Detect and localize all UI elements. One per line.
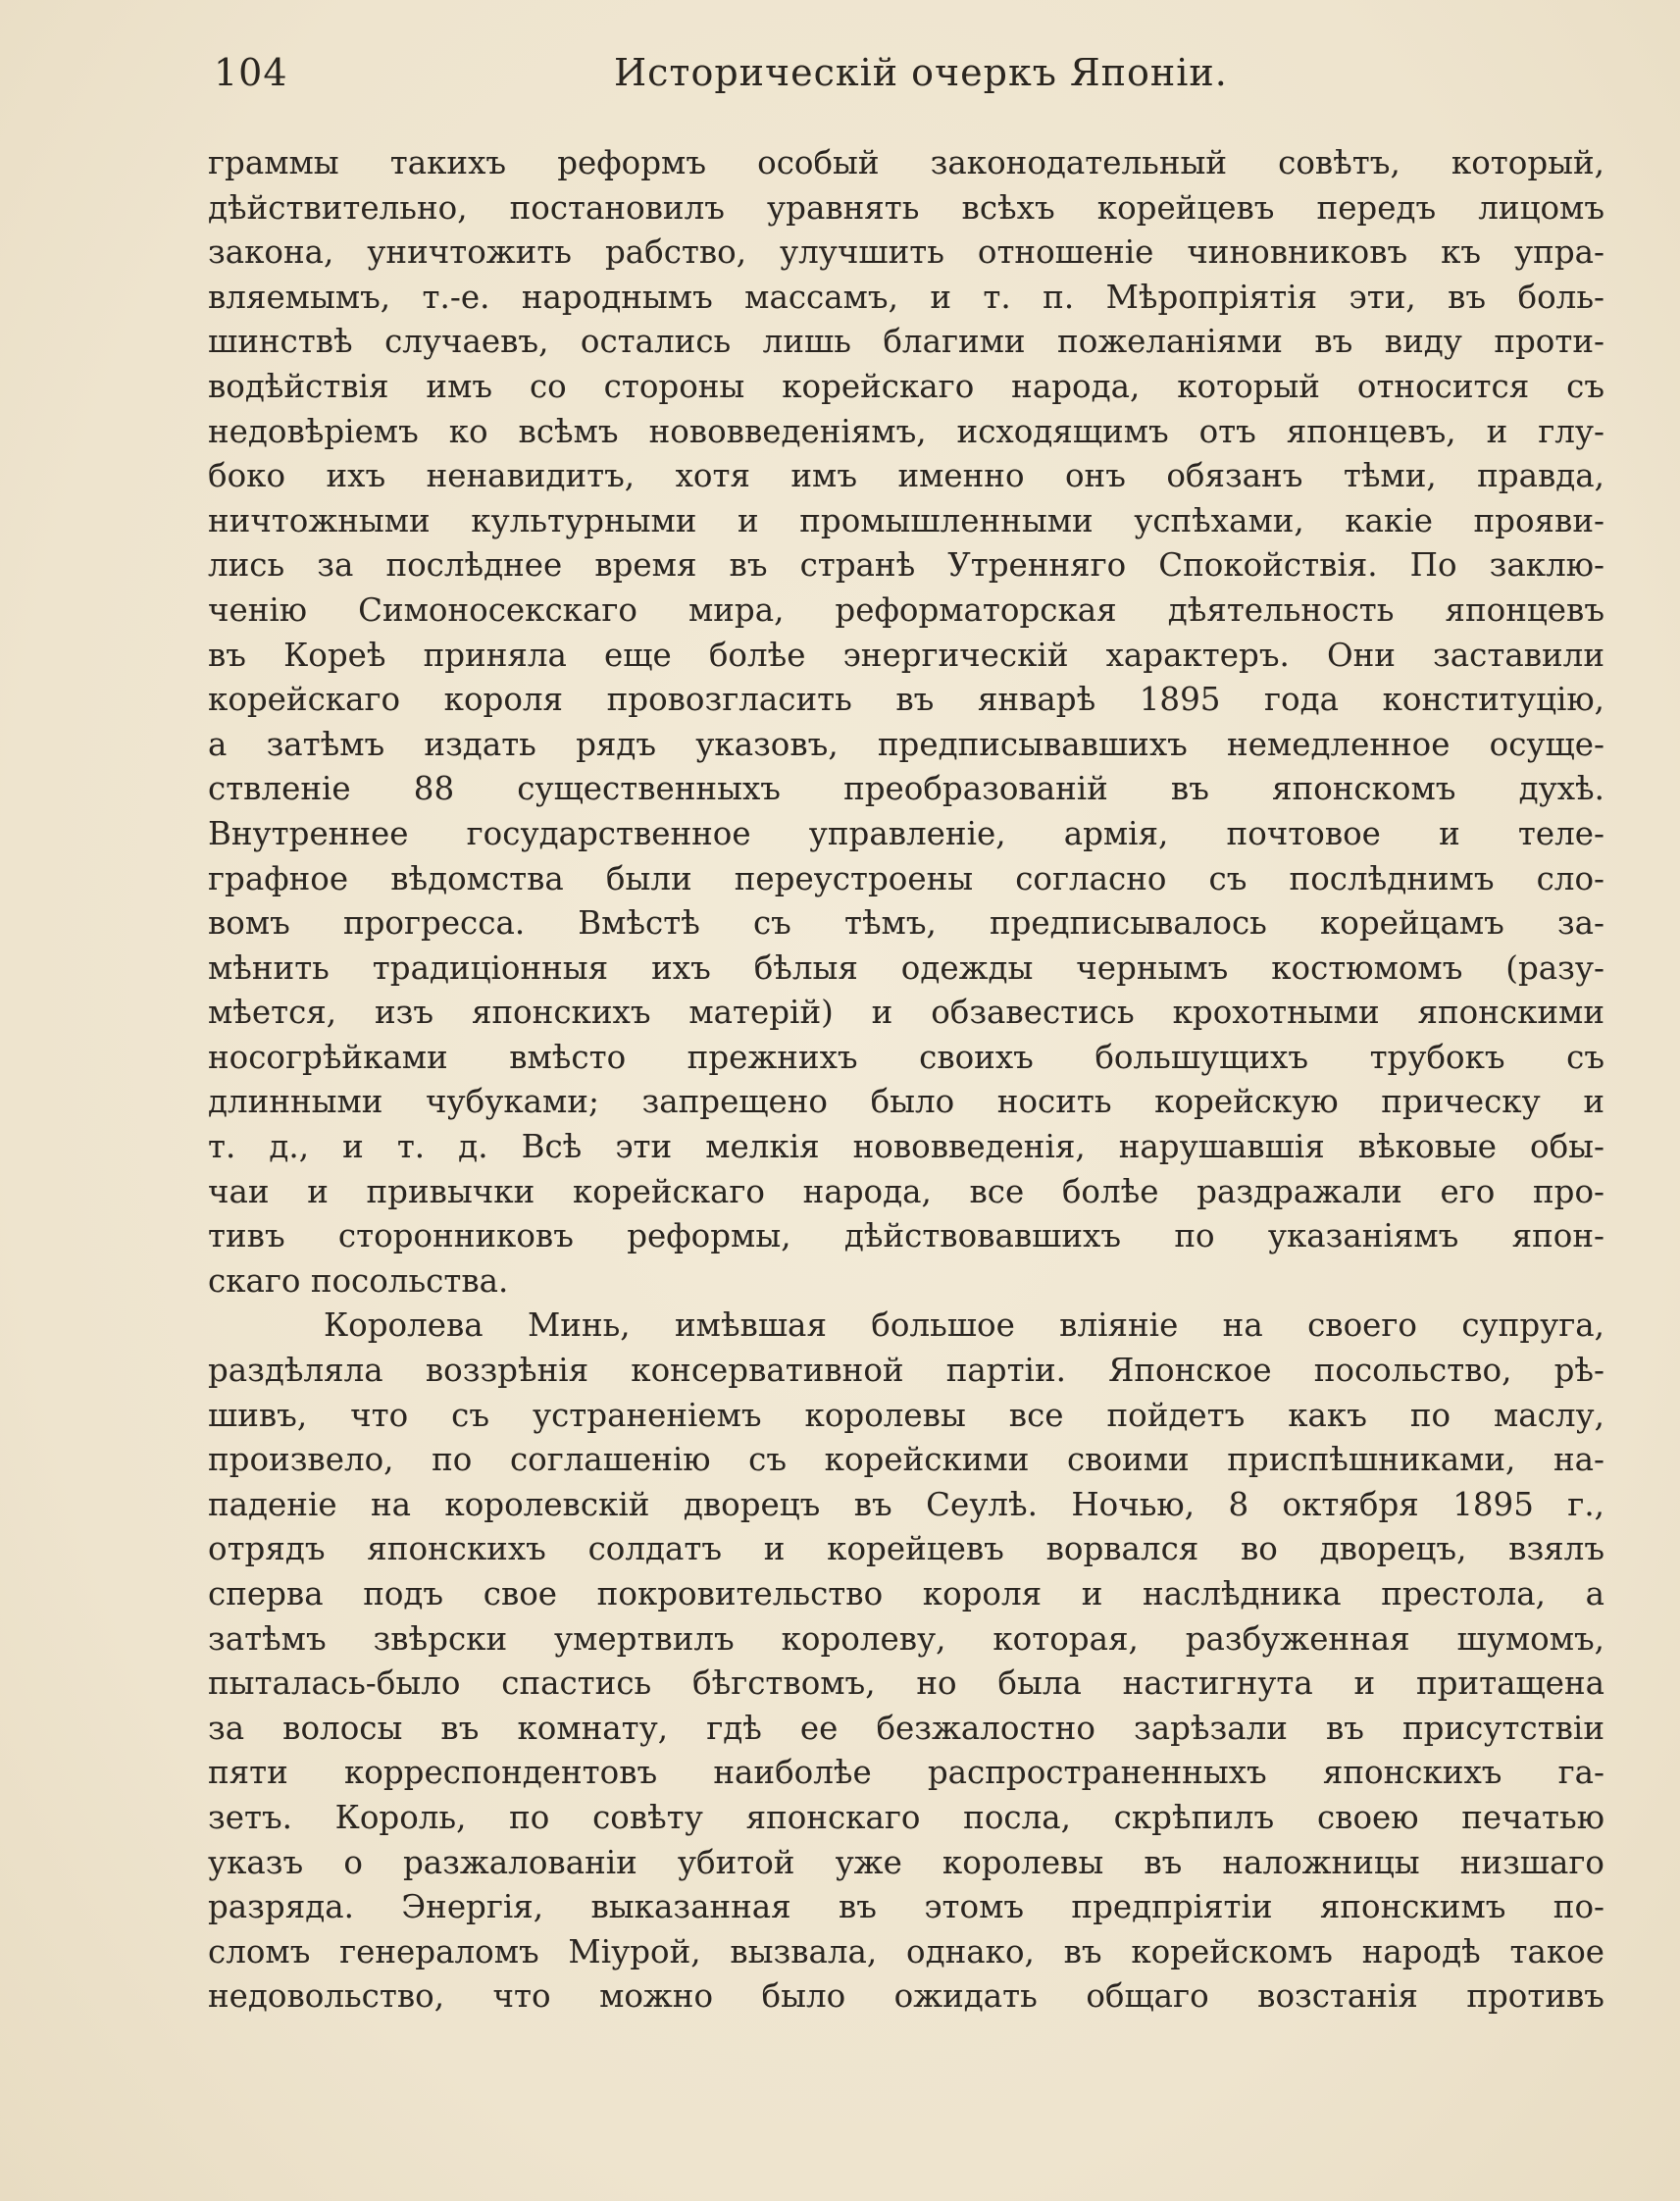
text-line: граммы такихъ реформъ особый законодательный совѣтъ, который, xyxy=(208,144,1604,181)
text-line: въ Кореѣ приняла еще болѣе энергическій характеръ. Они заставили xyxy=(208,636,1604,674)
page-header xyxy=(214,51,1599,106)
body-text xyxy=(208,141,1604,2020)
text-line: дѣйствительно, постановилъ уравнять всѣхъ корейцевъ передъ лицомъ xyxy=(208,188,1604,227)
page-number: 104 xyxy=(214,51,288,94)
text-line: носогрѣйками вмѣсто прежнихъ своихъ большущихъ трубокъ съ xyxy=(208,1038,1604,1076)
text-line: вляемымъ, т.-е. народнымъ массамъ, и т. п. Мѣропріятія эти, въ боль- xyxy=(208,278,1604,316)
text-line: сломъ генераломъ Міурой, вызвала, однако, въ корейскомъ народѣ такое xyxy=(208,1932,1604,1971)
text-line: корейскаго короля провозгласить въ январѣ 1895 года конституцію, xyxy=(208,681,1604,719)
text-line: раздѣляла воззрѣнія консервативной партіи. Японское посольство, рѣ- xyxy=(208,1352,1604,1390)
text-line: шивъ, что съ устраненіемъ королевы все пойдетъ какъ по маслу, xyxy=(208,1396,1604,1434)
text-line: паденіе на королевскій дворецъ въ Сеулѣ. Ночью, 8 октября 1895 г., xyxy=(208,1485,1604,1523)
text-line: недовольство, что можно было ожидать общаго возстанія противъ xyxy=(208,1977,1604,2016)
text-line: ствленіе 88 существенныхъ преобразованій въ японскомъ духѣ. xyxy=(208,770,1604,808)
text-line: шинствѣ случаевъ, остались лишь благими пожеланіями въ виду проти- xyxy=(208,323,1604,361)
text-line: тивъ сторонниковъ реформы, дѣйствовавшихъ по указаніямъ япон- xyxy=(208,1217,1604,1255)
text-line: водѣйствія имъ со стороны корейскаго народа, который относится съ xyxy=(208,367,1604,405)
text-line: произвело, по соглашенію съ корейскими своими приспѣшниками, на- xyxy=(208,1441,1604,1479)
text-line: графное вѣдомства были переустроены согласно съ послѣднимъ сло- xyxy=(208,859,1604,897)
text-line: вомъ прогресса. Вмѣстѣ съ тѣмъ, предписывалось корейцамъ за- xyxy=(208,904,1604,943)
text-line: Внутреннее государственное управленіе, армія, почтовое и теле- xyxy=(208,814,1604,852)
text-line: закона, уничтожить рабство, улучшить отношеніе чиновниковъ къ упра- xyxy=(208,233,1604,272)
text-line: зетъ. Король, по совѣту японскаго посла, скрѣпилъ своею печатью xyxy=(208,1798,1604,1836)
text-line: длинными чубуками; запрещено было носить корейскую прическу и xyxy=(208,1083,1604,1121)
text-line: а затѣмъ издать рядъ указовъ, предписывавшихъ немедленное осуще- xyxy=(208,725,1604,763)
paragraph-end-line: скаго посольства. xyxy=(208,1261,509,1300)
text-line: ничтожными культурными и промышленными успѣхами, какіе прояви- xyxy=(208,501,1604,539)
text-line: разряда. Энергія, выказанная въ этомъ предпріятіи японскимъ по- xyxy=(208,1888,1604,1926)
text-line: указъ о разжалованіи убитой уже королевы въ наложницы низшаго xyxy=(208,1843,1604,1881)
text-line: сперва подъ свое покровительство короля и наслѣдника престола, а xyxy=(208,1575,1604,1612)
text-line: затѣмъ звѣрски умертвилъ королеву, которая, разбуженная шумомъ, xyxy=(208,1619,1604,1658)
text-line: отрядъ японскихъ солдатъ и корейцевъ ворвался во дворецъ, взялъ xyxy=(208,1530,1604,1568)
text-line: т. д., и т. д. Всѣ эти мелкія нововведенія, нарушавшія вѣковые обы- xyxy=(208,1128,1604,1166)
text-line: недовѣріемъ ко всѣмъ нововведеніямъ, исходящимъ отъ японцевъ, и глу- xyxy=(208,412,1604,450)
text-line: мѣнить традиціонныя ихъ бѣлыя одежды чернымъ костюмомъ (разу- xyxy=(208,948,1604,987)
text-line: боко ихъ ненавидитъ, хотя имъ именно онъ обязанъ тѣми, правда, xyxy=(208,457,1604,495)
text-line: мѣется, изъ японскихъ матерій) и обзавестись крохотными японскими xyxy=(208,994,1604,1032)
paragraph-start-line: Королева Минь, имѣвшая большое вліяніе на своего супруга, xyxy=(324,1306,1604,1345)
running-title: Историческій очеркъ Японіи. xyxy=(614,51,1228,94)
text-line: лись за послѣднее время въ странѣ Утренняго Спокойствія. По заклю- xyxy=(208,546,1604,585)
text-line: пяти корреспондентовъ наиболѣе распространенныхъ японскихъ га- xyxy=(208,1754,1604,1792)
text-line: за волосы въ комнату, гдѣ ее безжалостно зарѣзали въ присутствіи xyxy=(208,1709,1604,1747)
text-line: ченію Симоносекскаго мира, реформаторская дѣятельность японцевъ xyxy=(208,590,1604,629)
text-line: пыталась-было спастись бѣгствомъ, но была настигнута и притащена xyxy=(208,1664,1604,1703)
text-line: чаи и привычки корейскаго народа, все болѣе раздражали его про- xyxy=(208,1172,1604,1210)
